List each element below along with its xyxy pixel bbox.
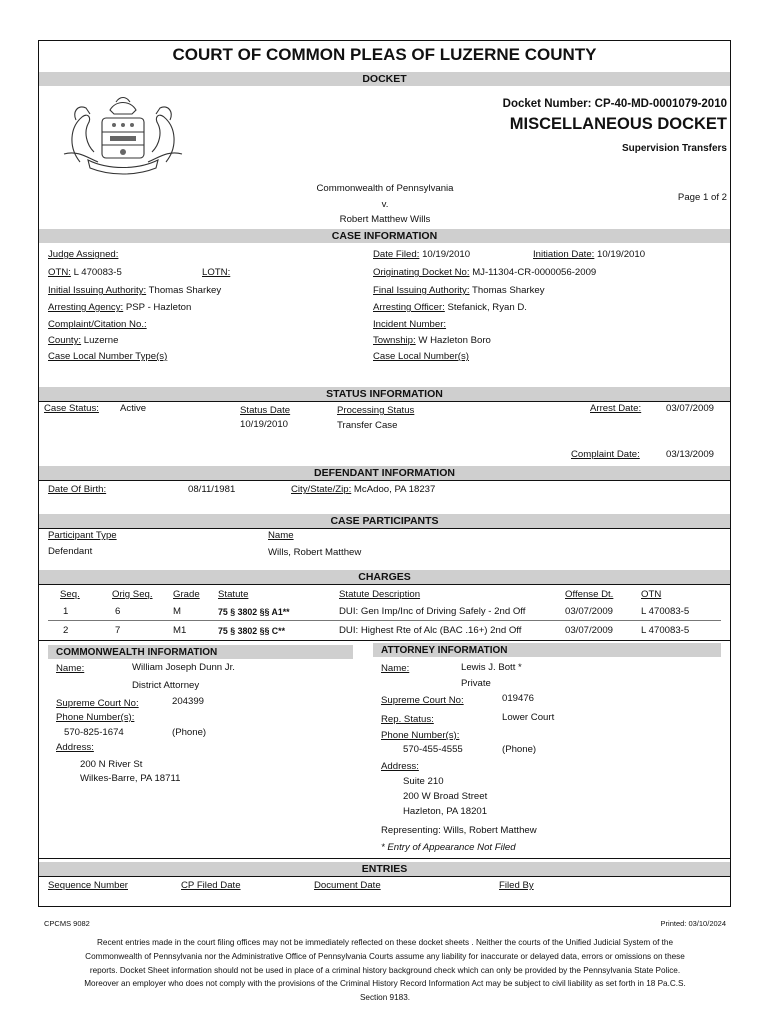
charge-2-seq: 2 — [63, 625, 69, 636]
caption-plaintiff: Commonwealth of Pennsylvania — [316, 183, 454, 194]
complaint-citation-label: Complaint/Citation No.: — [48, 319, 147, 330]
atty-representing: Representing: Wills, Robert Matthew — [381, 825, 537, 836]
charge-1-orig-seq: 6 — [115, 606, 121, 617]
cw-address-line1: 200 N River St — [80, 759, 143, 770]
incident-number-label: Incident Number: — [373, 319, 447, 330]
arrest-date-value: 03/07/2009 — [666, 403, 715, 414]
charges-header-description: Statute Description — [339, 589, 421, 600]
cw-phone-type: (Phone) — [172, 727, 207, 738]
processing-status-value: Transfer Case — [337, 420, 398, 431]
charges-header-orig-seq: Orig Seq. — [112, 589, 153, 600]
final-issuing-authority: Final Issuing Authority: Thomas Sharkey — [373, 285, 545, 296]
cw-address-line2: Wilkes-Barre, PA 18711 — [80, 773, 181, 784]
arrest-date-label: Arrest Date: — [590, 403, 642, 414]
atty-rep-status-label: Rep. Status: — [381, 714, 434, 725]
cw-phone: 570-825-1674 — [64, 727, 124, 738]
cw-court-no-label: Supreme Court No: — [56, 698, 139, 709]
dob-value: 08/11/1981 — [188, 484, 236, 495]
charges-header-grade: Grade — [173, 589, 200, 600]
atty-address-label: Address: — [381, 761, 419, 772]
caption-versus: v. — [381, 199, 389, 210]
commonwealth-title: COMMONWEALTH INFORMATION — [56, 647, 218, 658]
charges-header-otn: OTN — [641, 589, 662, 600]
processing-status-label: Processing Status — [337, 405, 415, 416]
initiation-date: Initiation Date: 10/19/2010 — [533, 249, 646, 260]
charge-2-grade: M1 — [173, 625, 187, 636]
atty-name: Lewis J. Bott * — [461, 662, 522, 673]
otn: OTN: L 470083-5 — [48, 267, 122, 278]
charge-2-statute: 75 § 3802 §§ C** — [218, 626, 286, 636]
complaint-date-value: 03/13/2009 — [666, 449, 715, 460]
atty-address-line1: Suite 210 — [403, 776, 444, 787]
case-info-bar: CASE INFORMATION — [39, 229, 730, 243]
status-info-bar: STATUS INFORMATION — [39, 387, 730, 401]
divider — [39, 528, 730, 529]
participant-type-value: Defendant — [48, 546, 93, 557]
docket-type: MISCELLANEOUS DOCKET — [509, 115, 727, 133]
cw-court-no: 204399 — [172, 696, 205, 707]
form-number: CPCMS 9082 — [44, 919, 90, 928]
charge-1-statute: 75 § 3802 §§ A1** — [218, 607, 290, 617]
cw-phone-label: Phone Number(s): — [56, 712, 135, 723]
cw-name: William Joseph Dunn Jr. — [132, 662, 235, 673]
charges-header-offense-date: Offense Dt. — [565, 589, 614, 600]
page-number: Page 1 of 2 — [677, 192, 727, 203]
township: Township: W Hazleton Boro — [373, 335, 491, 346]
atty-name-label: Name: — [381, 663, 410, 674]
printed-date: Printed: 03/10/2024 — [660, 919, 726, 928]
charge-1-grade: M — [173, 606, 181, 617]
divider — [39, 876, 730, 877]
docket-number: Docket Number: CP-40-MD-0001079-2010 — [502, 98, 727, 110]
atty-address-line2: 200 W Broad Street — [403, 791, 488, 802]
atty-phone-label: Phone Number(s): — [381, 730, 460, 741]
divider — [39, 640, 730, 641]
judge-label: Judge Assigned: — [48, 249, 119, 260]
docket-subtype: Supervision Transfers — [621, 143, 727, 154]
divider — [39, 480, 730, 481]
arresting-officer: Arresting Officer: Stefanick, Ryan D. — [373, 302, 527, 313]
complaint-date-label: Complaint Date: — [571, 449, 640, 460]
date-filed: Date Filed: 10/19/2010 — [373, 249, 471, 260]
status-date-label: Status Date — [240, 405, 291, 416]
dob-label: Date Of Birth: — [48, 484, 107, 495]
cw-name-label: Name: — [56, 663, 85, 674]
participant-name-label: Name — [268, 530, 294, 541]
atty-appearance-note: * Entry of Appearance Not Filed — [381, 842, 516, 853]
arresting-agency: Arresting Agency: PSP - Hazleton — [48, 302, 192, 313]
entries-bar: ENTRIES — [39, 862, 730, 876]
divider — [39, 858, 730, 859]
entries-header-sequence: Sequence Number — [48, 880, 128, 891]
case-status-label: Case Status: — [44, 403, 99, 414]
atty-phone: 570-455-4555 — [403, 744, 463, 755]
charge-2-description: DUI: Highest Rte of Alc (BAC .16+) 2nd Off — [339, 625, 522, 636]
atty-phone-type: (Phone) — [502, 744, 537, 755]
charge-2-otn: L 470083-5 — [641, 625, 690, 636]
atty-court-no-label: Supreme Court No: — [381, 695, 464, 706]
atty-rep-status: Lower Court — [502, 712, 555, 723]
entries-header-document-date: Document Date — [314, 880, 381, 891]
cw-address-label: Address: — [56, 742, 94, 753]
charge-1-otn: L 470083-5 — [641, 606, 690, 617]
atty-role: Private — [461, 678, 491, 689]
case-local-numbers-label: Case Local Number(s) — [373, 351, 469, 362]
case-status-value: Active — [120, 403, 147, 414]
originating-docket: Originating Docket No: MJ-11304-CR-0000056-2009 — [373, 267, 597, 278]
participants-bar: CASE PARTICIPANTS — [39, 514, 730, 528]
disclaimer: Recent entries made in the court filing offices may not be immediately reflected on these docket sheets . Neither the courts of the Unified Judicial System of the Commonwealth of Pennsylvania nor the Administrative Office of Pennsylvania Courts assume any liability for inaccurate or delayed data, errors or omissions on these reports. Docket Sheet information should not be used in place of a criminal history background check which can only be provided by the Pennsylvania State Police. Moreover an employer who does not comply with the provisions of the Criminal History Record Information Act may be subject to civil liability as set forth in 18 Pa.C.S. Section 9183. — [84, 938, 686, 1003]
charges-header-seq: Seq. — [60, 589, 80, 600]
charge-1-description: DUI: Gen Imp/Inc of Driving Safely - 2nd Off — [339, 606, 526, 617]
charges-bar: CHARGES — [39, 570, 730, 584]
status-date-value: 10/19/2010 — [240, 419, 289, 430]
court-title: COURT OF COMMON PLEAS OF LUZERNE COUNTY — [172, 45, 597, 64]
cw-role: District Attorney — [132, 680, 200, 691]
charges-header-statute: Statute — [218, 589, 249, 600]
participant-name-value: Wills, Robert Matthew — [268, 547, 362, 558]
docket-bar: DOCKET — [39, 72, 730, 86]
city-state-zip: City/State/Zip: McAdoo, PA 18237 — [291, 484, 436, 495]
entries-header-filed-by: Filed By — [499, 880, 534, 891]
pennsylvania-seal-icon — [58, 92, 188, 178]
charge-row-divider — [48, 620, 721, 621]
charge-2-offense-date: 03/07/2009 — [565, 625, 614, 636]
defendant-info-bar: DEFENDANT INFORMATION — [39, 466, 730, 480]
divider — [39, 401, 730, 402]
county: County: Luzerne — [48, 335, 119, 346]
lotn-label: LOTN: — [202, 267, 231, 278]
entries-header-cp-filed-date: CP Filed Date — [181, 880, 241, 891]
participant-type-label: Participant Type — [48, 530, 117, 541]
caption-defendant: Robert Matthew Wills — [339, 214, 431, 225]
charge-2-orig-seq: 7 — [115, 625, 121, 636]
divider — [39, 584, 730, 585]
charge-1-seq: 1 — [63, 606, 69, 617]
case-local-number-type-label: Case Local Number Type(s) — [48, 351, 168, 362]
atty-court-no: 019476 — [502, 693, 535, 704]
atty-address-line3: Hazleton, PA 18201 — [403, 806, 488, 817]
charge-1-offense-date: 03/07/2009 — [565, 606, 614, 617]
initial-issuing-authority: Initial Issuing Authority: Thomas Sharkey — [48, 285, 222, 296]
attorney-title: ATTORNEY INFORMATION — [381, 645, 508, 656]
